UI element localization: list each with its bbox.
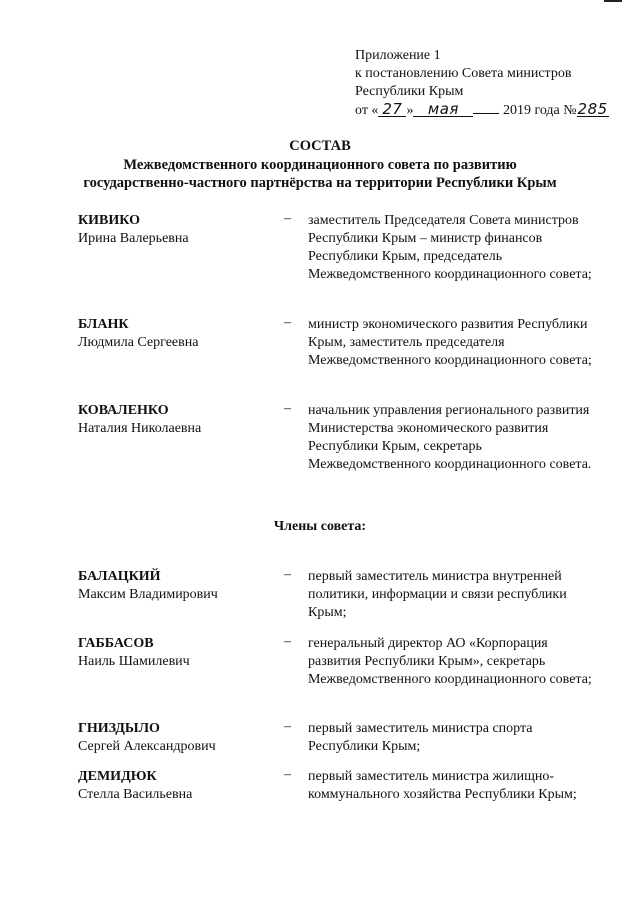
entry-dash: – bbox=[284, 567, 291, 582]
person-surname: БЛАНК bbox=[78, 317, 129, 332]
person-given-name: Максим Владимирович bbox=[78, 587, 218, 602]
person-surname: ГНИЗДЫЛО bbox=[78, 721, 160, 736]
appendix-line-1: Приложение 1 bbox=[355, 48, 441, 63]
person-given-name: Наталия Николаевна bbox=[78, 421, 202, 436]
date-mid: » bbox=[406, 103, 414, 118]
entry-dash: – bbox=[284, 634, 291, 649]
person-surname: БАЛАЦКИЙ bbox=[78, 569, 161, 584]
corner-mark bbox=[604, 0, 622, 8]
appendix-line-3: Республики Крым bbox=[355, 84, 464, 99]
person-surname: КОВАЛЕНКО bbox=[78, 403, 169, 418]
person-given-name: Ирина Валерьевна bbox=[78, 231, 189, 246]
person-surname: КИВИКО bbox=[78, 213, 140, 228]
person-given-name: Стелла Васильевна bbox=[78, 787, 193, 802]
date-prefix: от « bbox=[355, 103, 379, 118]
date-year-text: 2019 года № bbox=[502, 103, 577, 118]
document-subtitle-line-1: Межведомственного координационного совета по развитию bbox=[123, 157, 517, 173]
members-heading: Члены совета: bbox=[273, 519, 367, 534]
document-number-handwritten: 285 bbox=[577, 100, 608, 118]
person-role: генеральный директор АО «Корпорация развития Республики Крым», секретарь Межведомственного координационного совета; bbox=[308, 636, 592, 687]
person-role: первый заместитель министра жилищно-коммунального хозяйства Республики Крым; bbox=[308, 769, 577, 802]
entry-dash: – bbox=[284, 211, 291, 226]
person-role: первый заместитель министра спорта Республики Крым; bbox=[308, 721, 533, 754]
person-role: министр экономического развития Республики Крым, заместитель председателя Межведомственного координационного совета; bbox=[308, 317, 592, 368]
entry-dash: – bbox=[284, 401, 291, 416]
person-role: начальник управления регионального развития Министерства экономического развития Республики Крым, секретарь Межведомственного координационного совета. bbox=[308, 403, 592, 472]
entry-dash: – bbox=[284, 719, 291, 734]
document-title: СОСТАВ bbox=[289, 138, 351, 154]
appendix-block bbox=[355, 47, 625, 120]
person-given-name: Наиль Шамилевич bbox=[78, 654, 190, 669]
date-day-handwritten: 27 bbox=[378, 102, 406, 117]
person-role: первый заместитель министра внутренней политики, информации и связи республики Крым; bbox=[308, 569, 567, 620]
person-surname: ГАББАСОВ bbox=[78, 636, 154, 651]
person-given-name: Сергей Александрович bbox=[78, 739, 216, 754]
document-subtitle-line-2: государственно-частного партнёрства на территории Республики Крым bbox=[83, 175, 557, 191]
appendix-date-line bbox=[355, 101, 625, 120]
entry-dash: – bbox=[284, 315, 291, 330]
person-role: заместитель Председателя Совета министров Республики Крым – министр финансов Республики Крым, председатель Межведомственного координационного совета; bbox=[308, 213, 592, 282]
person-surname: ДЕМИДЮК bbox=[78, 769, 157, 784]
appendix-line-2: к постановлению Совета министров bbox=[355, 66, 572, 81]
date-gap-line bbox=[473, 101, 499, 114]
date-month-handwritten: мая bbox=[413, 102, 473, 117]
person-given-name: Людмила Сергеевна bbox=[78, 335, 199, 350]
entry-dash: – bbox=[284, 767, 291, 782]
